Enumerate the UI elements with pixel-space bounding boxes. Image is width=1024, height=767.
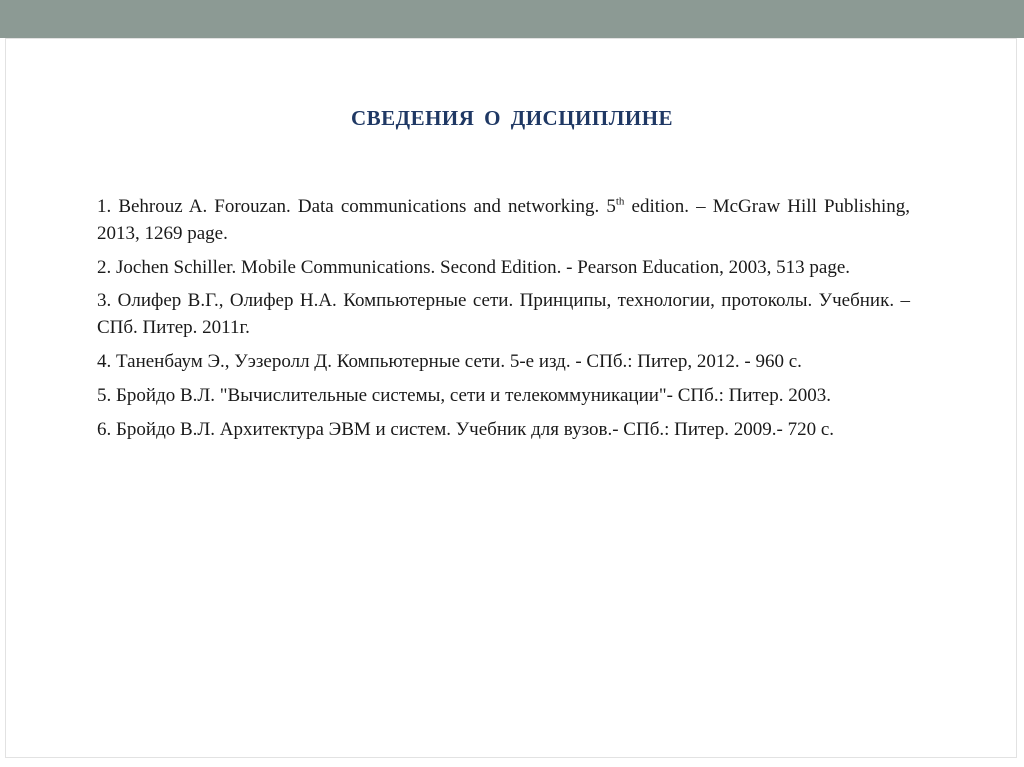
reference-list [97, 193, 910, 450]
reference-1-superscript: th [615, 195, 625, 208]
reference-item-3: 3. Олифер В.Г., Олифер Н.А. Компьютерные сети. Принципы, технологии, протоколы. Учебник. – СПб. Питер. 2011г. [97, 290, 910, 338]
reference-item-2: 2. Jochen Schiller. Mobile Communications. Second Edition. - Pearson Education, 2003, 513 page. [97, 257, 851, 278]
reference-1-text-end: edition. – McGraw Hill Publishing, 2013, 1269 page. [97, 196, 910, 244]
reference-item-1 [97, 193, 910, 247]
slide-title: СВЕДЕНИЯ О ДИСЦИПЛИНЕ [350, 106, 674, 130]
reference-item-5: 5. Бройдо В.Л. "Вычислительные системы, сети и телекоммуникации"- СПб.: Питер. 2003. [97, 385, 831, 406]
top-bar [0, 0, 1024, 38]
reference-1-text-start: 1. Behrouz A. Forouzan. Data communications and networking. 5 [97, 196, 616, 217]
reference-item-4: 4. Таненбаум Э., Уэзеролл Д. Компьютерные сети. 5-е изд. - СПб.: Питер, 2012. - 960 с. [97, 351, 802, 372]
reference-item-6: 6. Бройдо В.Л. Архитектура ЭВМ и систем. Учебник для вузов.- СПб.: Питер. 2009.- 720 с. [97, 419, 835, 440]
